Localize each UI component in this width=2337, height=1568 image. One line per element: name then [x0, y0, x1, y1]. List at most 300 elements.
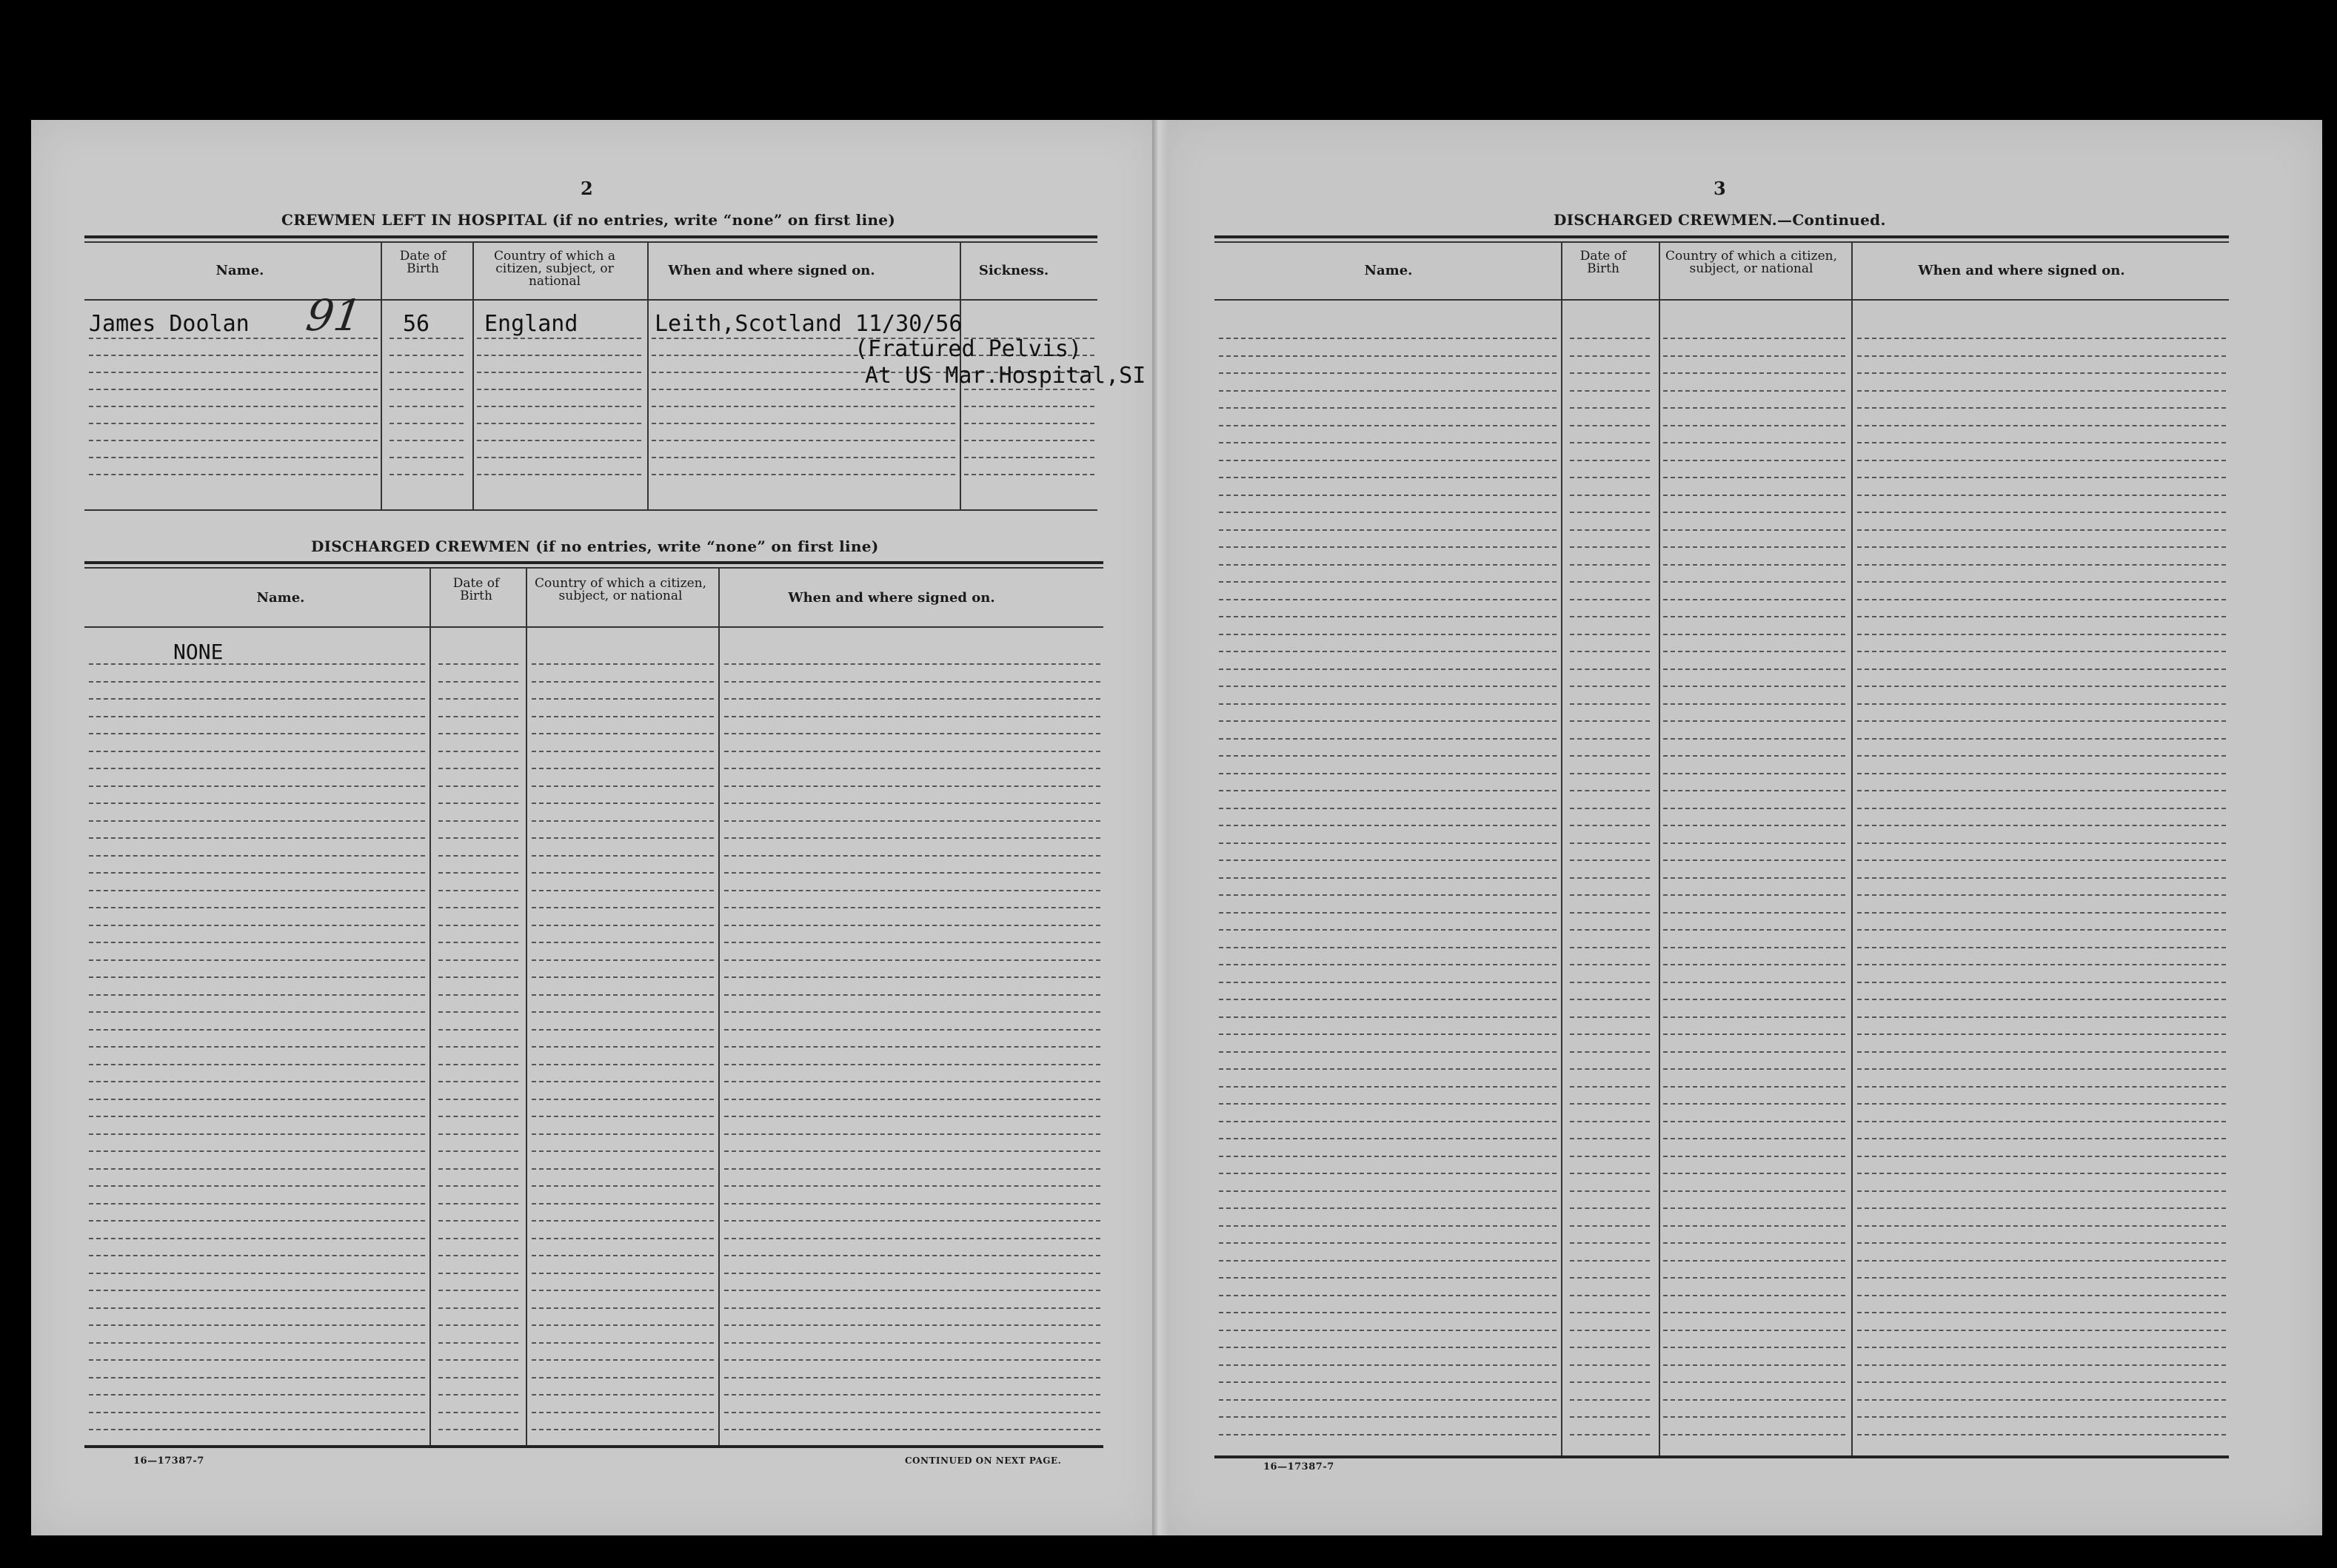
ruled-line — [1570, 703, 1650, 705]
ruled-line — [1857, 1260, 2226, 1262]
hospital-name-header: Name. — [215, 263, 264, 278]
ruled-line — [1570, 1103, 1650, 1105]
ruled-line — [1219, 894, 1557, 896]
ruled-line — [438, 1029, 518, 1031]
ruled-line — [532, 1342, 714, 1344]
ruled-line — [1570, 1330, 1650, 1331]
ruled-line — [724, 1203, 1100, 1205]
hospital-crewman-name: James Doolan — [89, 311, 250, 337]
ruled-line — [438, 1412, 518, 1413]
ruled-line — [390, 338, 464, 339]
ruled-line — [438, 803, 518, 804]
ruled-line — [1219, 1416, 1557, 1418]
page-gutter — [1152, 120, 1168, 1535]
ruled-line — [1570, 425, 1650, 426]
ruled-line — [1570, 894, 1650, 896]
ruled-line — [1570, 877, 1650, 879]
ruled-line — [89, 1238, 425, 1239]
ruled-line — [438, 994, 518, 996]
ruled-line — [1857, 1242, 2226, 1244]
ruled-line — [1219, 616, 1557, 617]
ruled-line — [1857, 773, 2226, 774]
ruled-line — [1570, 1016, 1650, 1018]
ruled-line — [532, 1273, 714, 1274]
ruled-line — [1219, 755, 1557, 757]
ruled-line — [532, 663, 714, 665]
ruled-line — [724, 1324, 1100, 1326]
ruled-line — [1570, 1051, 1650, 1053]
ruled-line — [89, 406, 378, 407]
ruled-line — [1219, 1242, 1557, 1244]
ruled-line — [1219, 1033, 1557, 1035]
ruled-line — [89, 820, 425, 822]
ruled-line — [1663, 355, 1845, 357]
ruled-line — [1219, 372, 1557, 374]
ruled-line — [438, 1273, 518, 1274]
ruled-line — [1857, 703, 2226, 705]
ruled-line — [438, 959, 518, 961]
ruled-line — [964, 474, 1094, 475]
ruled-line — [1570, 355, 1650, 357]
ruled-line — [89, 716, 425, 717]
ruled-line — [1857, 1068, 2226, 1070]
ruled-line — [964, 406, 1094, 407]
ruled-line — [724, 1116, 1100, 1117]
ruled-line — [390, 372, 464, 373]
ruled-line — [1570, 1068, 1650, 1070]
ruled-line — [89, 457, 378, 458]
ruled-line — [724, 785, 1100, 787]
ruled-line — [1570, 512, 1650, 513]
ruled-line — [724, 1290, 1100, 1291]
ruled-line — [1857, 564, 2226, 566]
footer-code-right: 16—17387-7 — [1263, 1461, 1334, 1472]
ruled-line — [1857, 1277, 2226, 1279]
ruled-line — [1663, 1277, 1845, 1279]
ruled-line — [1219, 773, 1557, 774]
ruled-line — [1663, 1330, 1845, 1331]
ruled-line — [438, 1099, 518, 1100]
ruled-line — [1663, 634, 1845, 635]
ruled-line — [532, 872, 714, 874]
ruled-line — [89, 663, 425, 665]
ruled-line — [1570, 477, 1650, 478]
discharged-section-title: DISCHARGED CREWMEN (if no entries, write “none” on first line) — [311, 537, 879, 555]
ruled-line — [1219, 1277, 1557, 1279]
ruled-line — [1570, 738, 1650, 740]
ruled-line — [89, 1099, 425, 1100]
ruled-line — [477, 474, 641, 475]
ruled-line — [1663, 581, 1845, 583]
ruled-line — [1219, 686, 1557, 687]
ruled-line — [1663, 1295, 1845, 1296]
ruled-line — [1663, 1416, 1845, 1418]
ruled-line — [438, 1081, 518, 1082]
ruled-line — [1570, 338, 1650, 339]
ruled-line — [532, 698, 714, 700]
right-country-header: Country of which a citizen, subject, or national — [1665, 249, 1837, 276]
footer-continued: CONTINUED ON NEXT PAGE. — [905, 1455, 1062, 1466]
ruled-line — [1857, 755, 2226, 757]
ruled-line — [532, 1290, 714, 1291]
ruled-line — [438, 1377, 518, 1378]
ruled-line — [1857, 1033, 2226, 1035]
ruled-line — [1857, 1225, 2226, 1227]
ruled-line — [438, 1429, 518, 1430]
ruled-line — [1663, 564, 1845, 566]
ruled-line — [724, 1359, 1100, 1361]
hospital-signed-header: When and where signed on. — [668, 263, 875, 278]
ruled-line — [1570, 1225, 1650, 1227]
ruled-line — [1663, 1225, 1845, 1227]
ruled-line — [89, 1168, 425, 1170]
ruled-line — [1857, 877, 2226, 879]
ruled-line — [1219, 669, 1557, 670]
ruled-line — [724, 994, 1100, 996]
ruled-line — [89, 733, 425, 734]
ruled-line — [1857, 669, 2226, 670]
ruled-line — [1857, 1399, 2226, 1401]
ruled-line — [724, 1238, 1100, 1239]
ruled-line — [724, 803, 1100, 804]
ruled-line — [532, 1359, 714, 1361]
ruled-line — [1663, 1051, 1845, 1053]
ruled-line — [1857, 808, 2226, 809]
ruled-line — [438, 1220, 518, 1222]
ruled-line — [89, 925, 425, 926]
ruled-line — [1219, 1295, 1557, 1296]
hospital-crewman-signed: Leith,Scotland 11/30/56 — [655, 311, 963, 337]
ruled-line — [1663, 790, 1845, 791]
ruled-line — [1570, 1173, 1650, 1174]
ruled-line — [1857, 1207, 2226, 1209]
ruled-line — [724, 1429, 1100, 1430]
ruled-line — [1663, 512, 1845, 513]
ruled-line — [89, 890, 425, 891]
ruled-line — [438, 681, 518, 683]
ruled-line — [477, 423, 641, 424]
hospital-crewman-location: At US Mar.Hospital,SI — [865, 363, 1146, 389]
ruled-line — [89, 751, 425, 752]
ruled-line — [1663, 529, 1845, 531]
ruled-line — [1219, 1173, 1557, 1174]
ruled-line — [1857, 442, 2226, 443]
ruled-line — [1570, 1381, 1650, 1383]
discharged-country-header: Country of which a citizen, subject, or national — [535, 576, 706, 603]
ruled-line — [89, 1029, 425, 1031]
ruled-line — [1857, 842, 2226, 844]
ruled-line — [1570, 1295, 1650, 1296]
ruled-line — [438, 716, 518, 717]
right-signed-header: When and where signed on. — [1918, 263, 2125, 278]
ruled-line — [1570, 390, 1650, 392]
ruled-line — [1857, 495, 2226, 496]
ruled-line — [1663, 407, 1845, 409]
ruled-line — [1570, 1416, 1650, 1418]
ruled-line — [89, 698, 425, 700]
discharged-table — [84, 560, 1103, 1448]
ruled-line — [1570, 564, 1650, 566]
ruled-line — [1663, 1068, 1845, 1070]
ruled-line — [532, 1220, 714, 1222]
ruled-line — [1663, 912, 1845, 914]
ruled-line — [1857, 616, 2226, 617]
ruled-line — [89, 768, 425, 769]
ruled-line — [1570, 442, 1650, 443]
right-section-title: DISCHARGED CREWMEN.—Continued. — [1554, 211, 1886, 229]
ruled-line — [438, 1359, 518, 1361]
ruled-line — [89, 1307, 425, 1309]
ruled-line — [390, 474, 464, 475]
ruled-line — [1857, 1295, 2226, 1296]
ruled-line — [1219, 1364, 1557, 1366]
ruled-line — [532, 1150, 714, 1152]
ruled-line — [1570, 929, 1650, 931]
ruled-line — [1219, 529, 1557, 531]
ruled-line — [438, 663, 518, 665]
ruled-line — [1663, 1173, 1845, 1174]
page-number-right: 3 — [1714, 178, 1726, 199]
ruled-line — [1663, 842, 1845, 844]
ruled-line — [724, 663, 1100, 665]
ruled-line — [1570, 1434, 1650, 1435]
ruled-line — [89, 1359, 425, 1361]
ruled-line — [1857, 1434, 2226, 1435]
ruled-line — [1857, 1364, 2226, 1366]
ruled-line — [532, 1116, 714, 1117]
ruled-line — [724, 1255, 1100, 1256]
ruled-line — [1857, 999, 2226, 1000]
ruled-line — [89, 1011, 425, 1013]
ruled-line — [1570, 1399, 1650, 1401]
ruled-line — [1570, 1190, 1650, 1192]
ruled-line — [1663, 894, 1845, 896]
ruled-line — [1570, 1242, 1650, 1244]
ruled-line — [438, 1394, 518, 1396]
handwritten-mark: 91 — [303, 290, 365, 341]
ruled-line — [1219, 738, 1557, 740]
ruled-line — [1219, 825, 1557, 826]
ruled-line — [1663, 1364, 1845, 1366]
ruled-line — [1219, 999, 1557, 1000]
ruled-line — [390, 406, 464, 407]
ruled-line — [1857, 720, 2226, 722]
discharged-continued-table — [1214, 234, 2229, 1458]
ruled-line — [477, 338, 641, 339]
ruled-line — [532, 890, 714, 891]
ruled-line — [1663, 860, 1845, 861]
ruled-line — [89, 1133, 425, 1135]
ruled-line — [1857, 964, 2226, 965]
ruled-line — [964, 423, 1094, 424]
ruled-line — [1857, 1086, 2226, 1088]
ruled-line — [438, 925, 518, 926]
ruled-line — [1219, 1312, 1557, 1313]
ruled-line — [1570, 407, 1650, 409]
ruled-line — [1219, 1086, 1557, 1088]
ruled-line — [1857, 1173, 2226, 1174]
ruled-line — [1857, 425, 2226, 426]
ruled-line — [1663, 964, 1845, 965]
ruled-line — [1570, 546, 1650, 548]
ruled-line — [1857, 790, 2226, 791]
hospital-dob-header: Date of Birth — [399, 249, 447, 276]
ruled-line — [1219, 599, 1557, 600]
ruled-line — [1857, 825, 2226, 826]
ruled-line — [89, 372, 378, 373]
ruled-line — [438, 733, 518, 734]
ruled-line — [1219, 1399, 1557, 1401]
ruled-line — [89, 355, 378, 356]
ruled-line — [1663, 1381, 1845, 1383]
ruled-line — [1663, 1103, 1845, 1105]
ruled-line — [89, 1046, 425, 1048]
ruled-line — [532, 681, 714, 683]
ruled-line — [438, 872, 518, 874]
ruled-line — [1663, 929, 1845, 931]
ruled-line — [724, 1150, 1100, 1152]
ruled-line — [438, 1238, 518, 1239]
discharged-dob-header: Date of Birth — [452, 576, 500, 603]
ruled-line — [89, 1412, 425, 1413]
ruled-line — [964, 389, 1094, 390]
ruled-line — [652, 440, 955, 441]
ruled-line — [532, 1255, 714, 1256]
ruled-line — [1219, 390, 1557, 392]
ruled-line — [532, 733, 714, 734]
ruled-line — [532, 1011, 714, 1013]
ruled-line — [89, 1064, 425, 1065]
ruled-line — [89, 1150, 425, 1152]
hospital-crewman-country: England — [484, 311, 578, 337]
ruled-line — [89, 803, 425, 804]
ruled-line — [438, 785, 518, 787]
ruled-line — [1857, 1016, 2226, 1018]
ruled-line — [1219, 808, 1557, 809]
ruled-line — [1857, 599, 2226, 600]
ruled-line — [1857, 529, 2226, 531]
ruled-line — [1570, 982, 1650, 983]
ruled-line — [1570, 947, 1650, 948]
ruled-line — [1663, 1190, 1845, 1192]
ruled-line — [1663, 372, 1845, 374]
ruled-line — [89, 681, 425, 683]
ruled-line — [724, 1377, 1100, 1378]
ruled-line — [1663, 999, 1845, 1000]
ruled-line — [1219, 860, 1557, 861]
ruled-line — [1857, 1138, 2226, 1139]
ruled-line — [1570, 773, 1650, 774]
ruled-line — [390, 440, 464, 441]
ruled-line — [438, 942, 518, 943]
ruled-line — [1219, 1260, 1557, 1262]
ruled-line — [1570, 1121, 1650, 1122]
ruled-line — [1570, 686, 1650, 687]
ruled-line — [1219, 407, 1557, 409]
ruled-line — [724, 1081, 1100, 1082]
ruled-line — [1663, 947, 1845, 948]
ruled-line — [89, 440, 378, 441]
ruled-line — [89, 1255, 425, 1256]
ruled-line — [1219, 546, 1557, 548]
ruled-line — [89, 1324, 425, 1326]
ruled-line — [1570, 1277, 1650, 1279]
ruled-line — [1663, 616, 1845, 617]
ruled-line — [1857, 1347, 2226, 1348]
ruled-line — [1219, 790, 1557, 791]
ruled-line — [1857, 686, 2226, 687]
ruled-line — [532, 1412, 714, 1413]
ruled-line — [532, 820, 714, 822]
ruled-line — [724, 716, 1100, 717]
ruled-line — [477, 389, 641, 390]
ruled-line — [1219, 1330, 1557, 1331]
right-dob-header: Date of Birth — [1579, 249, 1627, 276]
ruled-line — [390, 457, 464, 458]
ruled-line — [964, 457, 1094, 458]
ruled-line — [724, 837, 1100, 839]
ruled-line — [1219, 651, 1557, 652]
ruled-line — [724, 1307, 1100, 1309]
ruled-line — [390, 389, 464, 390]
ruled-line — [1219, 634, 1557, 635]
ruled-line — [532, 907, 714, 908]
ruled-line — [1570, 372, 1650, 374]
ruled-line — [532, 716, 714, 717]
ruled-line — [1219, 1347, 1557, 1348]
ruled-line — [1570, 529, 1650, 531]
ruled-line — [724, 1046, 1100, 1048]
ruled-line — [1857, 477, 2226, 478]
hospital-crewman-dob: 56 — [403, 311, 430, 337]
ruled-line — [477, 440, 641, 441]
ruled-line — [532, 976, 714, 978]
ruled-line — [1570, 999, 1650, 1000]
ruled-line — [89, 1220, 425, 1222]
ruled-line — [390, 423, 464, 424]
ruled-line — [1857, 1121, 2226, 1122]
ruled-line — [1663, 1399, 1845, 1401]
ruled-line — [438, 1011, 518, 1013]
ruled-line — [1857, 581, 2226, 583]
ruled-line — [438, 1185, 518, 1187]
ruled-line — [89, 976, 425, 978]
ruled-line — [1570, 825, 1650, 826]
ruled-line — [724, 959, 1100, 961]
discharged-signed-header: When and where signed on. — [788, 590, 995, 606]
ruled-line — [89, 1081, 425, 1082]
ruled-line — [1570, 1033, 1650, 1035]
ruled-line — [652, 389, 955, 390]
ruled-line — [1857, 738, 2226, 740]
ruled-line — [1570, 790, 1650, 791]
ruled-line — [1219, 1068, 1557, 1070]
ruled-line — [724, 1185, 1100, 1187]
ruled-line — [532, 837, 714, 839]
ruled-line — [724, 942, 1100, 943]
hospital-country-header: Country of which a citizen, subject, or national — [494, 249, 615, 289]
footer-code-left: 16—17387-7 — [133, 1455, 204, 1467]
ruled-line — [532, 925, 714, 926]
ruled-line — [1570, 720, 1650, 722]
ruled-line — [724, 1168, 1100, 1170]
ruled-line — [89, 855, 425, 857]
ruled-line — [1857, 338, 2226, 339]
ruled-line — [1663, 1016, 1845, 1018]
ruled-line — [477, 406, 641, 407]
ruled-line — [1857, 546, 2226, 548]
ruled-line — [1663, 460, 1845, 461]
